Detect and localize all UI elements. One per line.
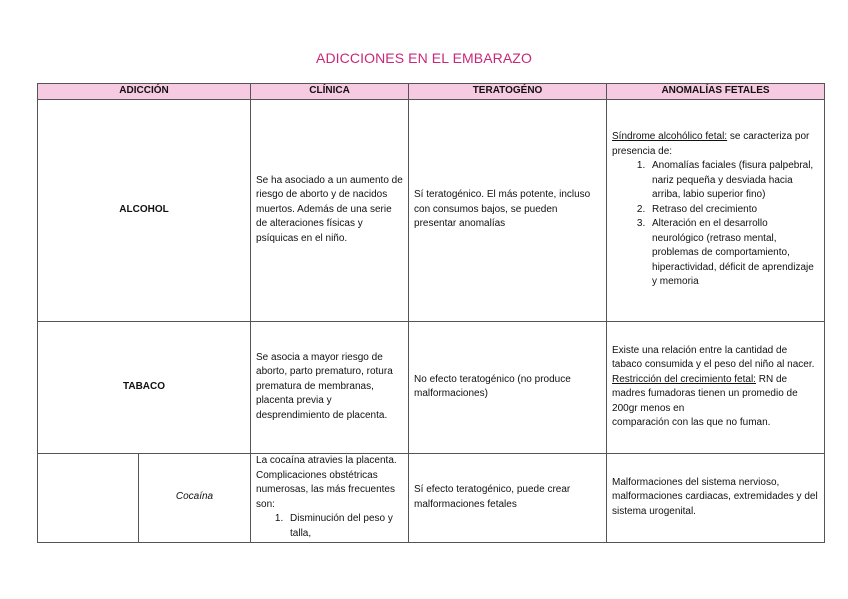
addictions-table [37,83,825,543]
list-item: 3. Alteración en el desarrollo neurológico (retraso mental, problemas de comportamiento, hiperactividad, déficit de aprendizaje y memoria [648,217,819,290]
tabaco-text1: Existe una relación entre la cantidad de tabaco consumida y el peso del niño al nacer. [612,344,815,370]
empty-cell [38,453,139,542]
anomalias-cell [607,321,825,453]
teratogeno-cell: Sí efecto teratogénico, puede crear malformaciones fetales [409,453,607,542]
anomalias-cell [607,99,825,321]
list-item: 1. Disminución del peso y talla, [286,512,403,541]
table-row [38,453,825,542]
addiction-name: Cocaína [139,453,251,542]
header-adiccion: ADICCIÓN [38,84,251,100]
teratogeno-cell: No efecto teratogénico (no produce malformaciones) [409,321,607,453]
addiction-name: ALCOHOL [38,99,251,321]
tabaco-text2: RN de madres fumadoras tienen un promedio de 200gr menos en [612,373,798,414]
list-item: 1. Anomalías faciales (fisura palpebral, nariz pequeña y desviada hacia arriba, labio superior fino) [648,159,819,203]
table-row [38,321,825,453]
syndrome-heading: Síndrome alcohólico fetal: [612,131,728,143]
anomalias-cell: Malformaciones del sistema nervioso, malformaciones cardiacas, extremidades y del sistema urogenital. [607,453,825,542]
anomalias-intro [612,130,819,159]
anomalias-list [612,159,819,290]
clinica-cell: Se asocia a mayor riesgo de aborto, parto prematuro, rotura prematura de membranas, placenta previa y desprendimiento de placenta. [251,321,409,453]
header-teratogeno: TERATOGÉNO [409,84,607,100]
list-item: 2. Retraso del crecimiento [648,203,819,218]
header-row [38,84,825,100]
syndrome-intro: se caracteriza por presencia de: [612,131,810,157]
addiction-name: TABACO [38,321,251,453]
clinica-cell [251,453,409,542]
restriction-heading: Restricción del crecimiento fetal: [612,373,756,385]
teratogeno-cell: Sí teratogénico. El más potente, incluso con consumos bajos, se pueden presentar anomalías [409,99,607,321]
header-anomalias: ANOMALÍAS FETALES [607,84,825,100]
cocaina-clinica-list [256,512,403,541]
tabaco-text3: comparación con las que no fuman. [612,417,771,428]
table-row [38,99,825,321]
clinica-cell: Se ha asociado a un aumento de riesgo de aborto y de nacidos muertos. Además de una serie de alteraciones físicas y psíquicas en el niño. [251,99,409,321]
page-title: ADICCIONES EN EL EMBARAZO [316,50,532,66]
cocaina-clinica-text: La cocaína atravies la placenta. Complicaciones obstétricas numerosas, las más frecuentes son: [256,455,397,510]
tabaco-text2-wrap [612,373,819,417]
header-clinica: CLÍNICA [251,84,409,100]
